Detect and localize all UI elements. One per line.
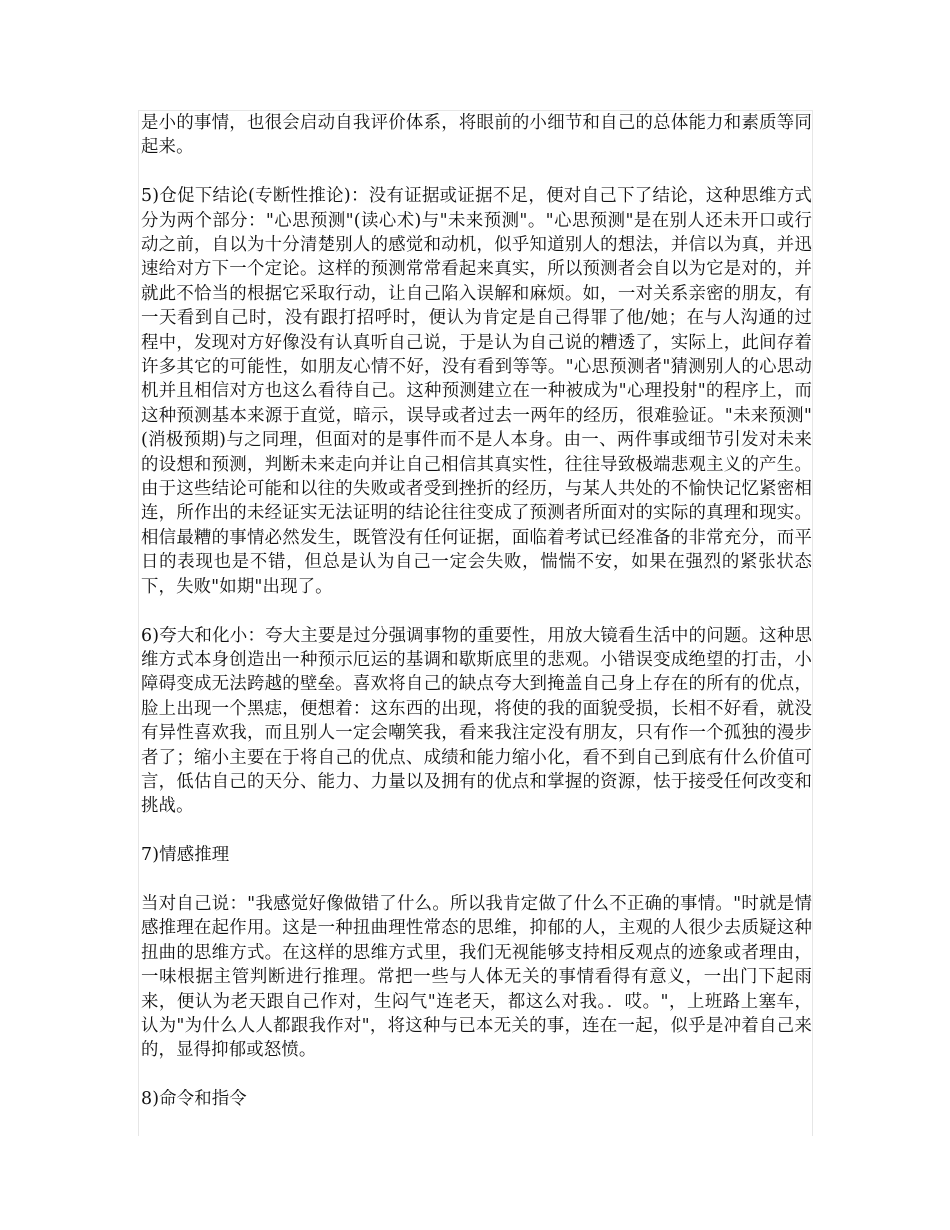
document-page: [138, 110, 813, 1136]
paragraph-jumping-to-conclusions: 5)仓促下结论(专断性推论)：没有证据或证据不足，便对自己下了结论，这种思维方式分为两个部分："心思预测"(读心术)与"未来预测"。"心思预测"是在别人还未开口或行动之前，自以为十分清楚别人的感觉和动机，似乎知道别人的想法，并信以为真，并迅速给对方下一个定论。这样的预测常常看起来真实，所以预测者会自以为它是对的，并就此不恰当的根据它采取行动，让自己陷入误解和麻烦。如，一对关系亲密的朋友，有一天看到自己时，没有跟打招呼时，便认为肯定是自己得罪了他/她；在与人沟通的过程中，发现对方好像没有认真听自己说，于是认为自己说的糟透了，实际上，此间存着许多其它的可能性，如朋友心情不好，没有看到等等。"心思预测者"猜测别人的心思动机并且相信对方也这么看待自己。这种预测建立在一种被成为"心理投射"的程序上，而这种预测基本来源于直觉，暗示，误导或者过去一两年的经历，很难验证。"未来预测"(消极预期)与之同理，但面对的是事件而不是人本身。由一、两件事或细节引发对未来的设想和预测，判断未来走向并让自己相信其真实性，往往导致极端悲观主义的产生。由于这些结论可能和以往的失败或者受到挫折的经历，与某人共处的不愉快记忆紧密相连，所作出的未经证实无法证明的结论往往变成了预测者所面对的实际的真理和现实。相信最糟的事情必然发生，既管没有任何证据，面临着考试已经准备的非常充分，而平日的表现也是不错，但总是认为自己一定会失败，惴惴不安，如果在强烈的紧张状态下，失败"如期"出现了。: [141, 186, 812, 597]
heading-should-statements: 8)命令和指令: [141, 1089, 247, 1110]
paragraph-magnification-minimization: 6)夸大和化小：夸大主要是过分强调事物的重要性，用放大镜看生活中的问题。这种思维方式本身创造出一种预示厄运的基调和歇斯底里的悲观。小错误变成绝望的打击，小障碍变成无法跨越的壁垒。喜欢将自己的缺点夸大到掩盖自己身上存在的所有的优点，脸上出现一个黑痣，便想着：这东西的出现，将使的我的面貌受损，长相不好看，就没有异性喜欢我，而且别人一定会嘲笑我，看来我注定没有朋友，只有作一个孤独的漫步者了；缩小主要在于将自己的优点、成绩和能力缩小化，看不到自己到底有什么价值可言，低估自己的天分、能力、力量以及拥有的优点和掌握的资源，怯于接受任何改变和挑战。: [141, 625, 812, 817]
document-body: [139, 111, 812, 1112]
paragraph-emotional-reasoning: 当对自己说："我感觉好像做错了什么。所以我肯定做了什么不正确的事情。"时就是情感推理在起作用。这是一种扭曲理性常态的思维，抑郁的人，主观的人很少去质疑这种扭曲的思维方式。在这样的思维方式里，我们无视能够支持相反观点的迹象或者理由，一味根据主管判断进行推理。常把一些与人体无关的事情看得有意义，一出门下起雨来，便认为老天跟自己作对，生闷气"连老天，都这么对我。．哎。"，上班路上塞车，认为"为什么人人都跟我作对"，将这种与已本无关的事，连在一起，似乎是冲着自己来的，显得抑郁或怒愤。: [141, 893, 812, 1061]
heading-emotional-reasoning: 7)情感推理: [141, 845, 230, 866]
paragraph-intro-continuation: 是小的事情，也很会启动自我评价体系，将眼前的小细节和自己的总体能力和素质等同起来。: [141, 113, 812, 158]
